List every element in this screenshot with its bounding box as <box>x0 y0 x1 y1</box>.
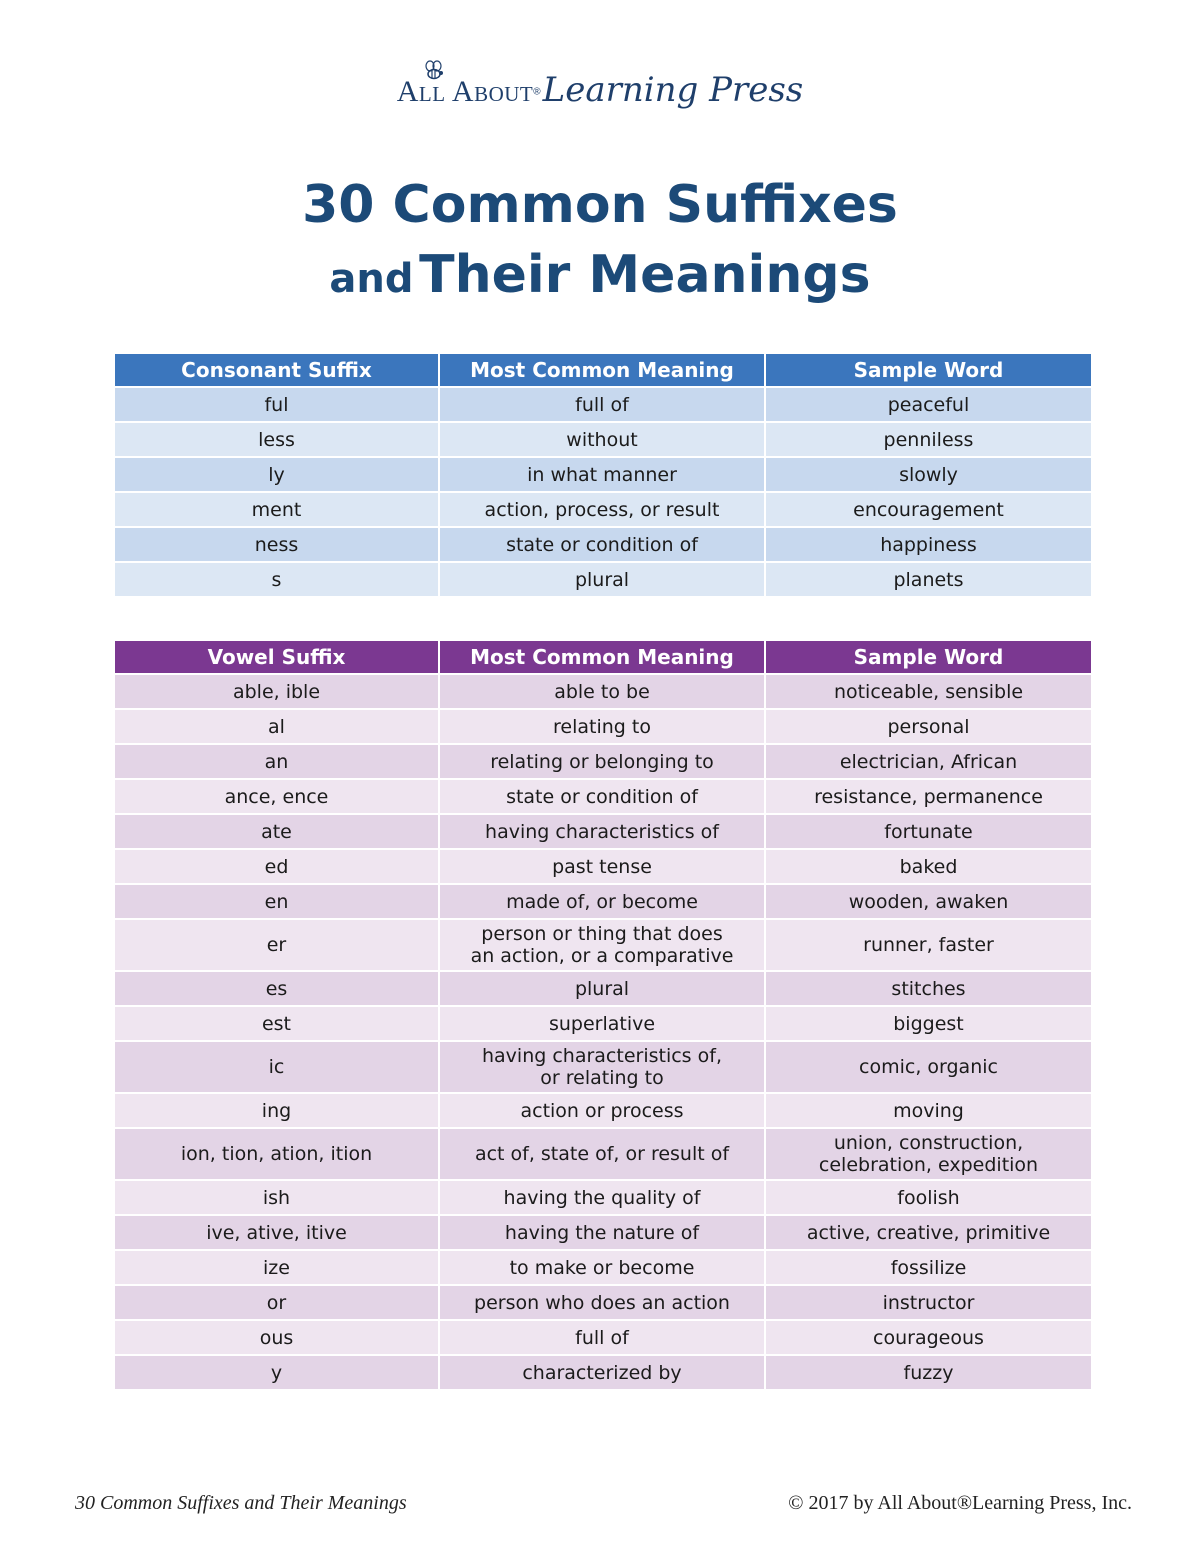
table-row <box>115 1284 1091 1319</box>
table-row <box>115 386 1091 421</box>
sample-cell: instructor <box>766 1284 1091 1319</box>
meaning-cell: action or process <box>440 1092 766 1127</box>
table-row <box>115 778 1091 813</box>
meaning-cell: state or condition of <box>440 778 766 813</box>
meaning-cell: made of, or become <box>440 883 766 918</box>
logo-text-script: Learning Press <box>542 70 804 110</box>
sample-cell: union, construction, celebration, expedition <box>766 1127 1091 1179</box>
suffix-cell: ize <box>115 1249 440 1284</box>
sample-cell: courageous <box>766 1319 1091 1354</box>
logo-text-caps: All About <box>396 75 534 108</box>
suffix-cell: er <box>115 918 440 970</box>
sample-cell: slowly <box>766 456 1091 491</box>
meaning-cell: superlative <box>440 1005 766 1040</box>
sample-cell: electrician, African <box>766 743 1091 778</box>
meaning-cell: having the quality of <box>440 1179 766 1214</box>
consonant-suffix-table <box>115 354 1091 596</box>
column-header: Consonant Suffix <box>115 354 440 386</box>
sample-cell: peaceful <box>766 386 1091 421</box>
column-header: Sample Word <box>766 641 1091 673</box>
suffix-cell: en <box>115 883 440 918</box>
sample-cell: resistance, permanence <box>766 778 1091 813</box>
meaning-cell: in what manner <box>440 456 766 491</box>
title-rest: Their Meanings <box>419 245 871 305</box>
sample-cell: runner, faster <box>766 918 1091 970</box>
meaning-cell: having characteristics of <box>440 813 766 848</box>
sample-cell: fuzzy <box>766 1354 1091 1389</box>
suffix-cell: ing <box>115 1092 440 1127</box>
suffix-cell: y <box>115 1354 440 1389</box>
suffix-cell: able, ible <box>115 673 440 708</box>
sample-cell: encouragement <box>766 491 1091 526</box>
meaning-cell: state or condition of <box>440 526 766 561</box>
publisher-logo <box>0 70 1200 150</box>
suffix-cell: ed <box>115 848 440 883</box>
suffix-cell: ment <box>115 491 440 526</box>
suffix-cell: es <box>115 970 440 1005</box>
table-row <box>115 1040 1091 1092</box>
suffix-cell: ance, ence <box>115 778 440 813</box>
sample-cell: penniless <box>766 421 1091 456</box>
title-and: and <box>329 256 414 302</box>
table-row <box>115 1005 1091 1040</box>
sample-cell: active, creative, primitive <box>766 1214 1091 1249</box>
suffix-cell: ish <box>115 1179 440 1214</box>
suffix-cell: al <box>115 708 440 743</box>
table-row <box>115 673 1091 708</box>
table-header-row <box>115 354 1091 386</box>
meaning-cell: without <box>440 421 766 456</box>
sample-cell: wooden, awaken <box>766 883 1091 918</box>
sample-cell: biggest <box>766 1005 1091 1040</box>
sample-cell: baked <box>766 848 1091 883</box>
meaning-cell: having characteristics of, or relating to <box>440 1040 766 1092</box>
table-row <box>115 970 1091 1005</box>
table-row <box>115 708 1091 743</box>
sample-cell: foolish <box>766 1179 1091 1214</box>
suffix-cell: ive, ative, itive <box>115 1214 440 1249</box>
meaning-cell: relating or belonging to <box>440 743 766 778</box>
sample-cell: moving <box>766 1092 1091 1127</box>
suffix-cell: an <box>115 743 440 778</box>
column-header: Most Common Meaning <box>440 641 766 673</box>
meaning-cell: act of, state of, or result of <box>440 1127 766 1179</box>
table-row <box>115 743 1091 778</box>
meaning-cell: action, process, or result <box>440 491 766 526</box>
table-row <box>115 1179 1091 1214</box>
table-row <box>115 1092 1091 1127</box>
sample-cell: planets <box>766 561 1091 596</box>
suffix-cell: less <box>115 421 440 456</box>
suffix-cell: ly <box>115 456 440 491</box>
table-row <box>115 1127 1091 1179</box>
meaning-cell: having the nature of <box>440 1214 766 1249</box>
table-row <box>115 526 1091 561</box>
meaning-cell: plural <box>440 561 766 596</box>
suffix-cell: est <box>115 1005 440 1040</box>
sample-cell: fossilize <box>766 1249 1091 1284</box>
footer-copyright: © 2017 by All About®Learning Press, Inc. <box>788 1492 1132 1514</box>
table-row <box>115 491 1091 526</box>
table-row <box>115 1354 1091 1389</box>
bee-icon <box>421 58 447 84</box>
table-row <box>115 456 1091 491</box>
meaning-cell: person or thing that does an action, or a comparative <box>440 918 766 970</box>
column-header: Vowel Suffix <box>115 641 440 673</box>
suffix-cell: or <box>115 1284 440 1319</box>
suffix-cell: ic <box>115 1040 440 1092</box>
meaning-cell: full of <box>440 1319 766 1354</box>
meaning-cell: person who does an action <box>440 1284 766 1319</box>
logo-registered-mark: ® <box>533 86 541 98</box>
column-header: Sample Word <box>766 354 1091 386</box>
table-row <box>115 1249 1091 1284</box>
table-header-row <box>115 641 1091 673</box>
sample-cell: comic, organic <box>766 1040 1091 1092</box>
table-row <box>115 813 1091 848</box>
suffix-cell: ion, tion, ation, ition <box>115 1127 440 1179</box>
column-header: Most Common Meaning <box>440 354 766 386</box>
meaning-cell: full of <box>440 386 766 421</box>
table-row <box>115 1319 1091 1354</box>
suffix-cell: s <box>115 561 440 596</box>
table-row <box>115 883 1091 918</box>
meaning-cell: relating to <box>440 708 766 743</box>
sample-cell: happiness <box>766 526 1091 561</box>
sample-cell: noticeable, sensible <box>766 673 1091 708</box>
title-line-2 <box>0 238 1200 324</box>
table-row <box>115 421 1091 456</box>
suffix-cell: ous <box>115 1319 440 1354</box>
sample-cell: personal <box>766 708 1091 743</box>
meaning-cell: able to be <box>440 673 766 708</box>
sample-cell: fortunate <box>766 813 1091 848</box>
page-title <box>0 172 1200 324</box>
meaning-cell: to make or become <box>440 1249 766 1284</box>
table-row <box>115 918 1091 970</box>
suffix-cell: ness <box>115 526 440 561</box>
footer-document-title: 30 Common Suffixes and Their Meanings <box>75 1492 407 1514</box>
meaning-cell: plural <box>440 970 766 1005</box>
sample-cell: stitches <box>766 970 1091 1005</box>
suffix-cell: ful <box>115 386 440 421</box>
meaning-cell: characterized by <box>440 1354 766 1389</box>
table-row <box>115 848 1091 883</box>
suffix-cell: ate <box>115 813 440 848</box>
table-row <box>115 561 1091 596</box>
title-line-1: 30 Common Suffixes <box>302 175 898 235</box>
meaning-cell: past tense <box>440 848 766 883</box>
vowel-suffix-table <box>115 641 1091 1389</box>
table-row <box>115 1214 1091 1249</box>
